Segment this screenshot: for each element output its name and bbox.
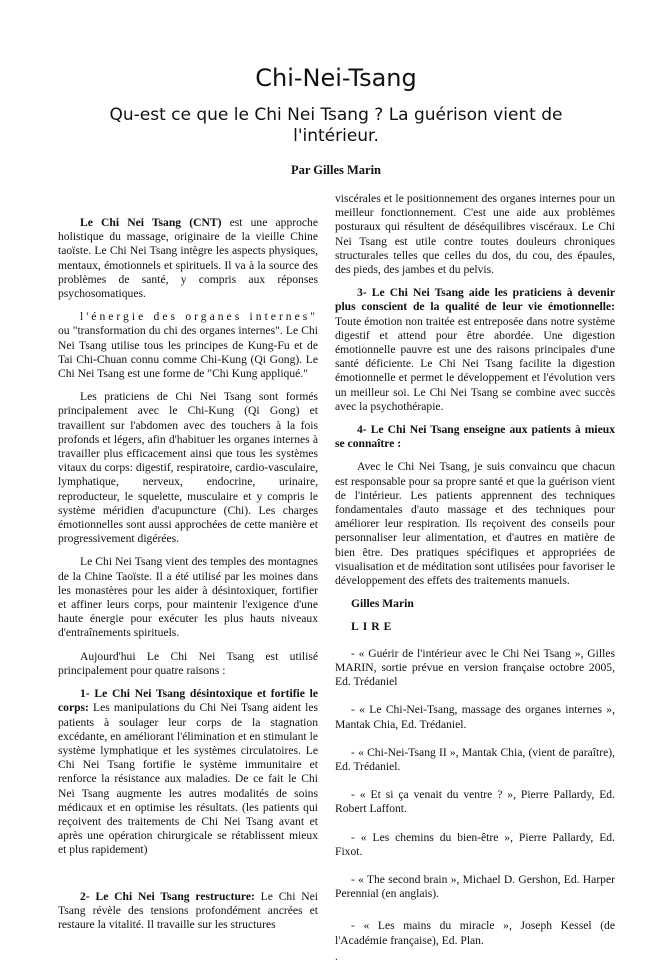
reason-4-heading-paragraph	[335, 423, 615, 451]
signature: Gilles Marin	[351, 597, 414, 611]
reference-item: - « Chi-Nei-Tsang II », Mantak Chia, (vient de paraître), Ed. Trédaniel.	[335, 745, 615, 773]
reference-item: - « Et si ça venait du ventre ? », Pierre Pallardy, Ed. Robert Laffont.	[335, 788, 615, 816]
byline: Par Gilles Marin	[290, 163, 382, 177]
reference-item: - « Le Chi-Nei-Tsang, massage des organes internes », Mantak Chia, Ed. Trédaniel.	[335, 703, 615, 731]
reason-3-heading: 3- Le Chi Nei Tsang aide les praticiens à devenir plus conscient de la qualité de leur vie émotionnelle:	[335, 286, 615, 314]
intro-lead: Le Chi Nei Tsang (CNT)	[80, 216, 222, 229]
page-subtitle: Qu-est ce que le Chi Nei Tsang ? La guérison vient de l'intérieur.	[109, 105, 563, 146]
reason-4-heading: 4- Le Chi Nei Tsang enseigne aux patients à mieux se connaître :	[335, 423, 615, 451]
origins-paragraph: Le Chi Nei Tsang vient des temples des montagnes de la Chine Taoïste. Il a été utilisé par les moines dans les monastères pour les aider à désintoxiquer, fortifier et affiner leurs corps, pour maintenir l'exigence d'une haute énergie pour exécuter les plus hauts niveaux d'entraînements spirituels.	[58, 555, 318, 640]
reason-2-paragraph	[58, 890, 318, 933]
intro-text: est une approche holistique du massage, originaire de la vieille Chine taoïste. Le Chi Nei Tsang intègre les aspects physiques, mentaux, émotionnels et spirituels. Il va à la source des problèmes de santé, y compris aux réponses psychosomatiques.	[58, 216, 318, 301]
energy-spread-text: l'énergie des organes internes"	[80, 310, 318, 324]
reason-3-paragraph	[335, 286, 615, 414]
reading-heading: LIRE	[351, 620, 396, 634]
practitioners-paragraph: Les praticiens de Chi Nei Tsang sont formés principalement avec le Chi-Kung (Qi Gong) et travaillent sur l'abdomen avec des touchers à la fois profonds et légers, afin d'habituer les organes internes à travailler plus efficacement ainsi que tous les systèmes vitaux du corps: digestif, respiratoire, cardio-vasculaire, lymphatique, nerveux, endocrine, urinaire, reproducteur, le squelette, musculaire et y compris le système méridien d'acupuncture (Chi). Les charges émotionnelles sont aussi approchées de cette manière et progressivement digérées.	[58, 390, 318, 546]
reference-item: - « Les mains du miracle », Joseph Kessel (de l'Académie française), Ed. Plan.	[335, 919, 615, 947]
left-column	[58, 216, 318, 941]
reason-1-heading: 1- Le Chi Nei Tsang désintoxique et fortifie le corps:	[58, 687, 318, 715]
reason-2-text: Le Chi Nei Tsang révèle des tensions profondément ancrées et restaure la vitalité. Il travaille sur les structures	[58, 889, 318, 931]
reason-1-text: Les manipulations du Chi Nei Tsang aident les patients à soulager leur corps de la stagnation excédante, en améliorant l'élimination et en stimulant le système lymphatique et les systèmes circulatoires. Le Chi Nei Tsang fortifie le système immunitaire et renforce la résistance aux maladies. De ce fait le Chi Nei Tsang augmente les autres modalités de soins médicaux et en optimise les résultats. (les patients qui reçoivent des traitements de Chi Nei Tsang avant et après une opération chirurgicale se rétablissent mieux et plus rapidement)	[58, 701, 318, 857]
reference-item: - « The second brain », Michael D. Gershon, Ed. Harper Perennial (en anglais).	[335, 872, 615, 901]
intro-paragraph	[58, 216, 318, 301]
reasons-intro-paragraph: Aujourd'hui Le Chi Nei Tsang est utilisé principalement pour quatre raisons :	[58, 649, 318, 677]
reference-item: - « Les chemins du bien-être », Pierre Pallardy, Ed. Fixot.	[335, 830, 615, 858]
trailing-dot: .	[335, 949, 338, 963]
reference-item: - « Guérir de l'intérieur avec le Chi Nei Tsang », Gilles MARIN, sortie prévue en version française octobre 2005, Ed. Trédaniel	[335, 646, 615, 689]
reason-2-heading: 2- Le Chi Nei Tsang restructure:	[80, 889, 255, 903]
energy-text: ou "transformation du chi des organes internes". Le Chi Nei Tsang utilise tous les principes de Kung-Fu et de Tai Chi-Chuan connu comme Chi-Kung (Qi Gong). Le Chi Nei Tsang est une forme de "Chi Kung appliqué."	[58, 324, 318, 381]
reason-3-text: Toute émotion non traitée est entreposée dans notre système digestif et attend pour être abordée. Une digestion émotionnelle pauvre est une des raisons principales d'une santé déficiente. Le Chi Nei Tsang facilite la digestion émotionnelle et permet le développement et l'évolution vers un meilleur soi. Le Chi Nei Tsang se combine avec succès avec la psychothérapie.	[335, 314, 615, 413]
energy-paragraph	[58, 310, 318, 381]
page-title: Chi-Nei-Tsang	[255, 64, 417, 92]
reason-2-continuation: viscérales et le positionnement des organes internes pour un meilleur fonctionnement. C'est une aide aux problèmes posturaux qui résultent de déséquilibres viscéraux. Le Chi Nei Tsang est utile contre toutes douleurs chroniques structurales telles que celles du dos, du cou, des épaules, des pieds, des jambes et du pelvis.	[335, 192, 615, 277]
right-column	[335, 192, 615, 964]
reason-1-paragraph	[58, 687, 318, 857]
reason-4-paragraph: Avec le Chi Nei Tsang, je suis convaincu que chacun est responsable pour sa propre santé et que la guérison vient de l'intérieur. Les patients apprennent des techniques fondamentales d'auto massage et des techniques pour améliorer leur respiration. Ils reçoivent des conseils pour personnaliser leur alimentation, et d'autres en matière de bien être. Des pratiques spécifiques et appropriées de visualisation et de méditation sont utilisées pour favoriser le développement des effets des traitements manuels.	[335, 460, 615, 588]
